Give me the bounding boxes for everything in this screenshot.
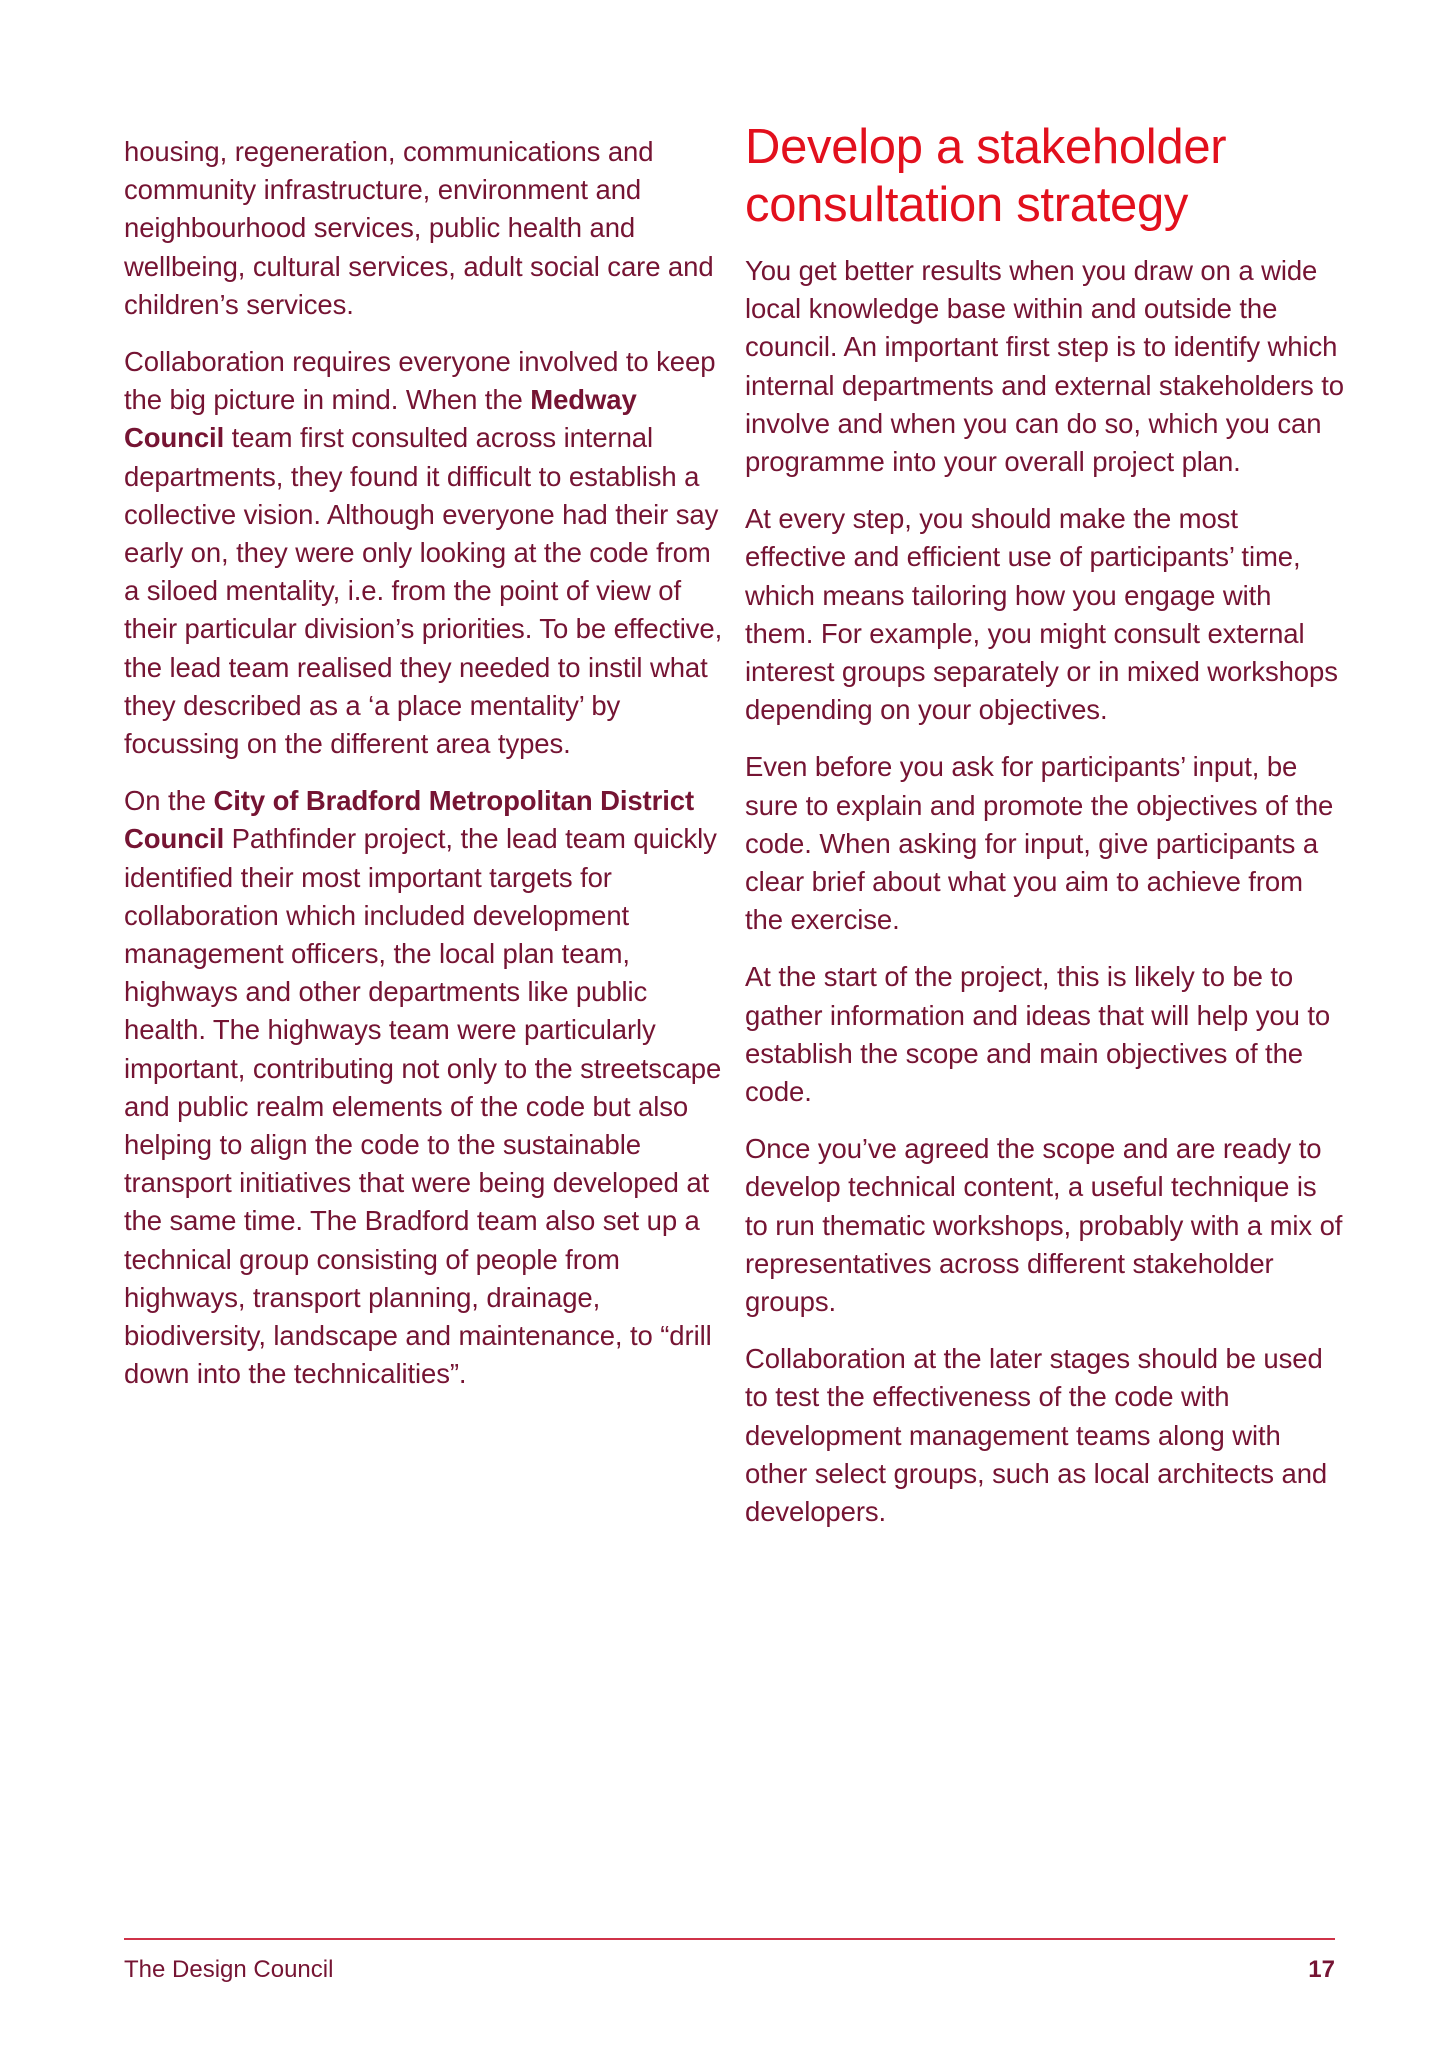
bradford-council-name: City of Bradford Metropolitan District Council <box>124 785 695 855</box>
paragraph-medway <box>124 343 724 763</box>
section-heading: Develop a stakeholder consultation strategy <box>745 120 1227 232</box>
left-column <box>124 133 724 1413</box>
medway-text-post: team first consulted across internal departments, they found it difficult to establish a collective vision. Although everyone had their say early on, they were only looking at the code from a siloed mentality, i.e. from the point of view of their particular division’s priorities. To be effective, the lead team realised they needed to instil what they described as a ‘a place mentality’ by focussing on the different area types. <box>124 422 723 760</box>
bradford-text-pre: On the <box>124 785 214 817</box>
page-number: 17 <box>1308 1956 1335 1983</box>
paragraph: You get better results when you draw on a wide local knowledge base within and outside the council. An important first step is to identify which internal departments and external stakeholders to involve and when you can do so, which you can programme into your overall project plan. <box>745 255 1344 478</box>
paragraph: Once you’ve agreed the scope and are ready to develop technical content, a useful technique is to run thematic workshops, probably with a mix of representatives across different stakeholder groups. <box>745 1133 1343 1318</box>
paragraph: Even before you ask for participants’ input, be sure to explain and promote the objectives of the code. When asking for input, give participants a clear brief about what you aim to achieve from the exercise. <box>745 751 1334 936</box>
paragraph: At every step, you should make the most effective and efficient use of participants’ time, which means tailoring how you engage with them. For example, you might consult external interest groups separately or in mixed workshops depending on your objectives. <box>745 503 1338 726</box>
footer-divider <box>124 1938 1335 1940</box>
medway-council-name: Medway Council <box>124 384 637 454</box>
paragraph-bradford <box>124 782 724 1393</box>
bradford-text-post: Pathfinder project, the lead team quickly identified their most important targets for collaboration which included development management officers, the local plan team, highways and other departments like public health. The highways team were particularly important, contributing not only to the streetscape and public realm elements of the code but also helping to align the code to the sustainable transport initiatives that were being developed at the same time. The Bradford team also set up a technical group consisting of people from highways, transport planning, drainage, biodiversity, landscape and maintenance, to “drill down into the technicalities”. <box>124 823 722 1390</box>
paragraph: Collaboration at the later stages should be used to test the effectiveness of the code with development management teams along with other select groups, such as local architects and developers. <box>745 1343 1328 1528</box>
medway-text-pre: Collaboration requires everyone involved to keep the big picture in mind. When the <box>124 346 716 416</box>
right-column <box>745 118 1345 1550</box>
paragraph-services-list: housing, regeneration, communications and community infrastructure, environment and neighbourhood services, public health and wellbeing, cultural services, adult social care and children’s services. <box>124 136 714 320</box>
footer-publisher: The Design Council <box>124 1956 334 1983</box>
paragraph: At the start of the project, this is likely to be to gather information and ideas that will help you to establish the scope and main objectives of the code. <box>745 961 1331 1108</box>
